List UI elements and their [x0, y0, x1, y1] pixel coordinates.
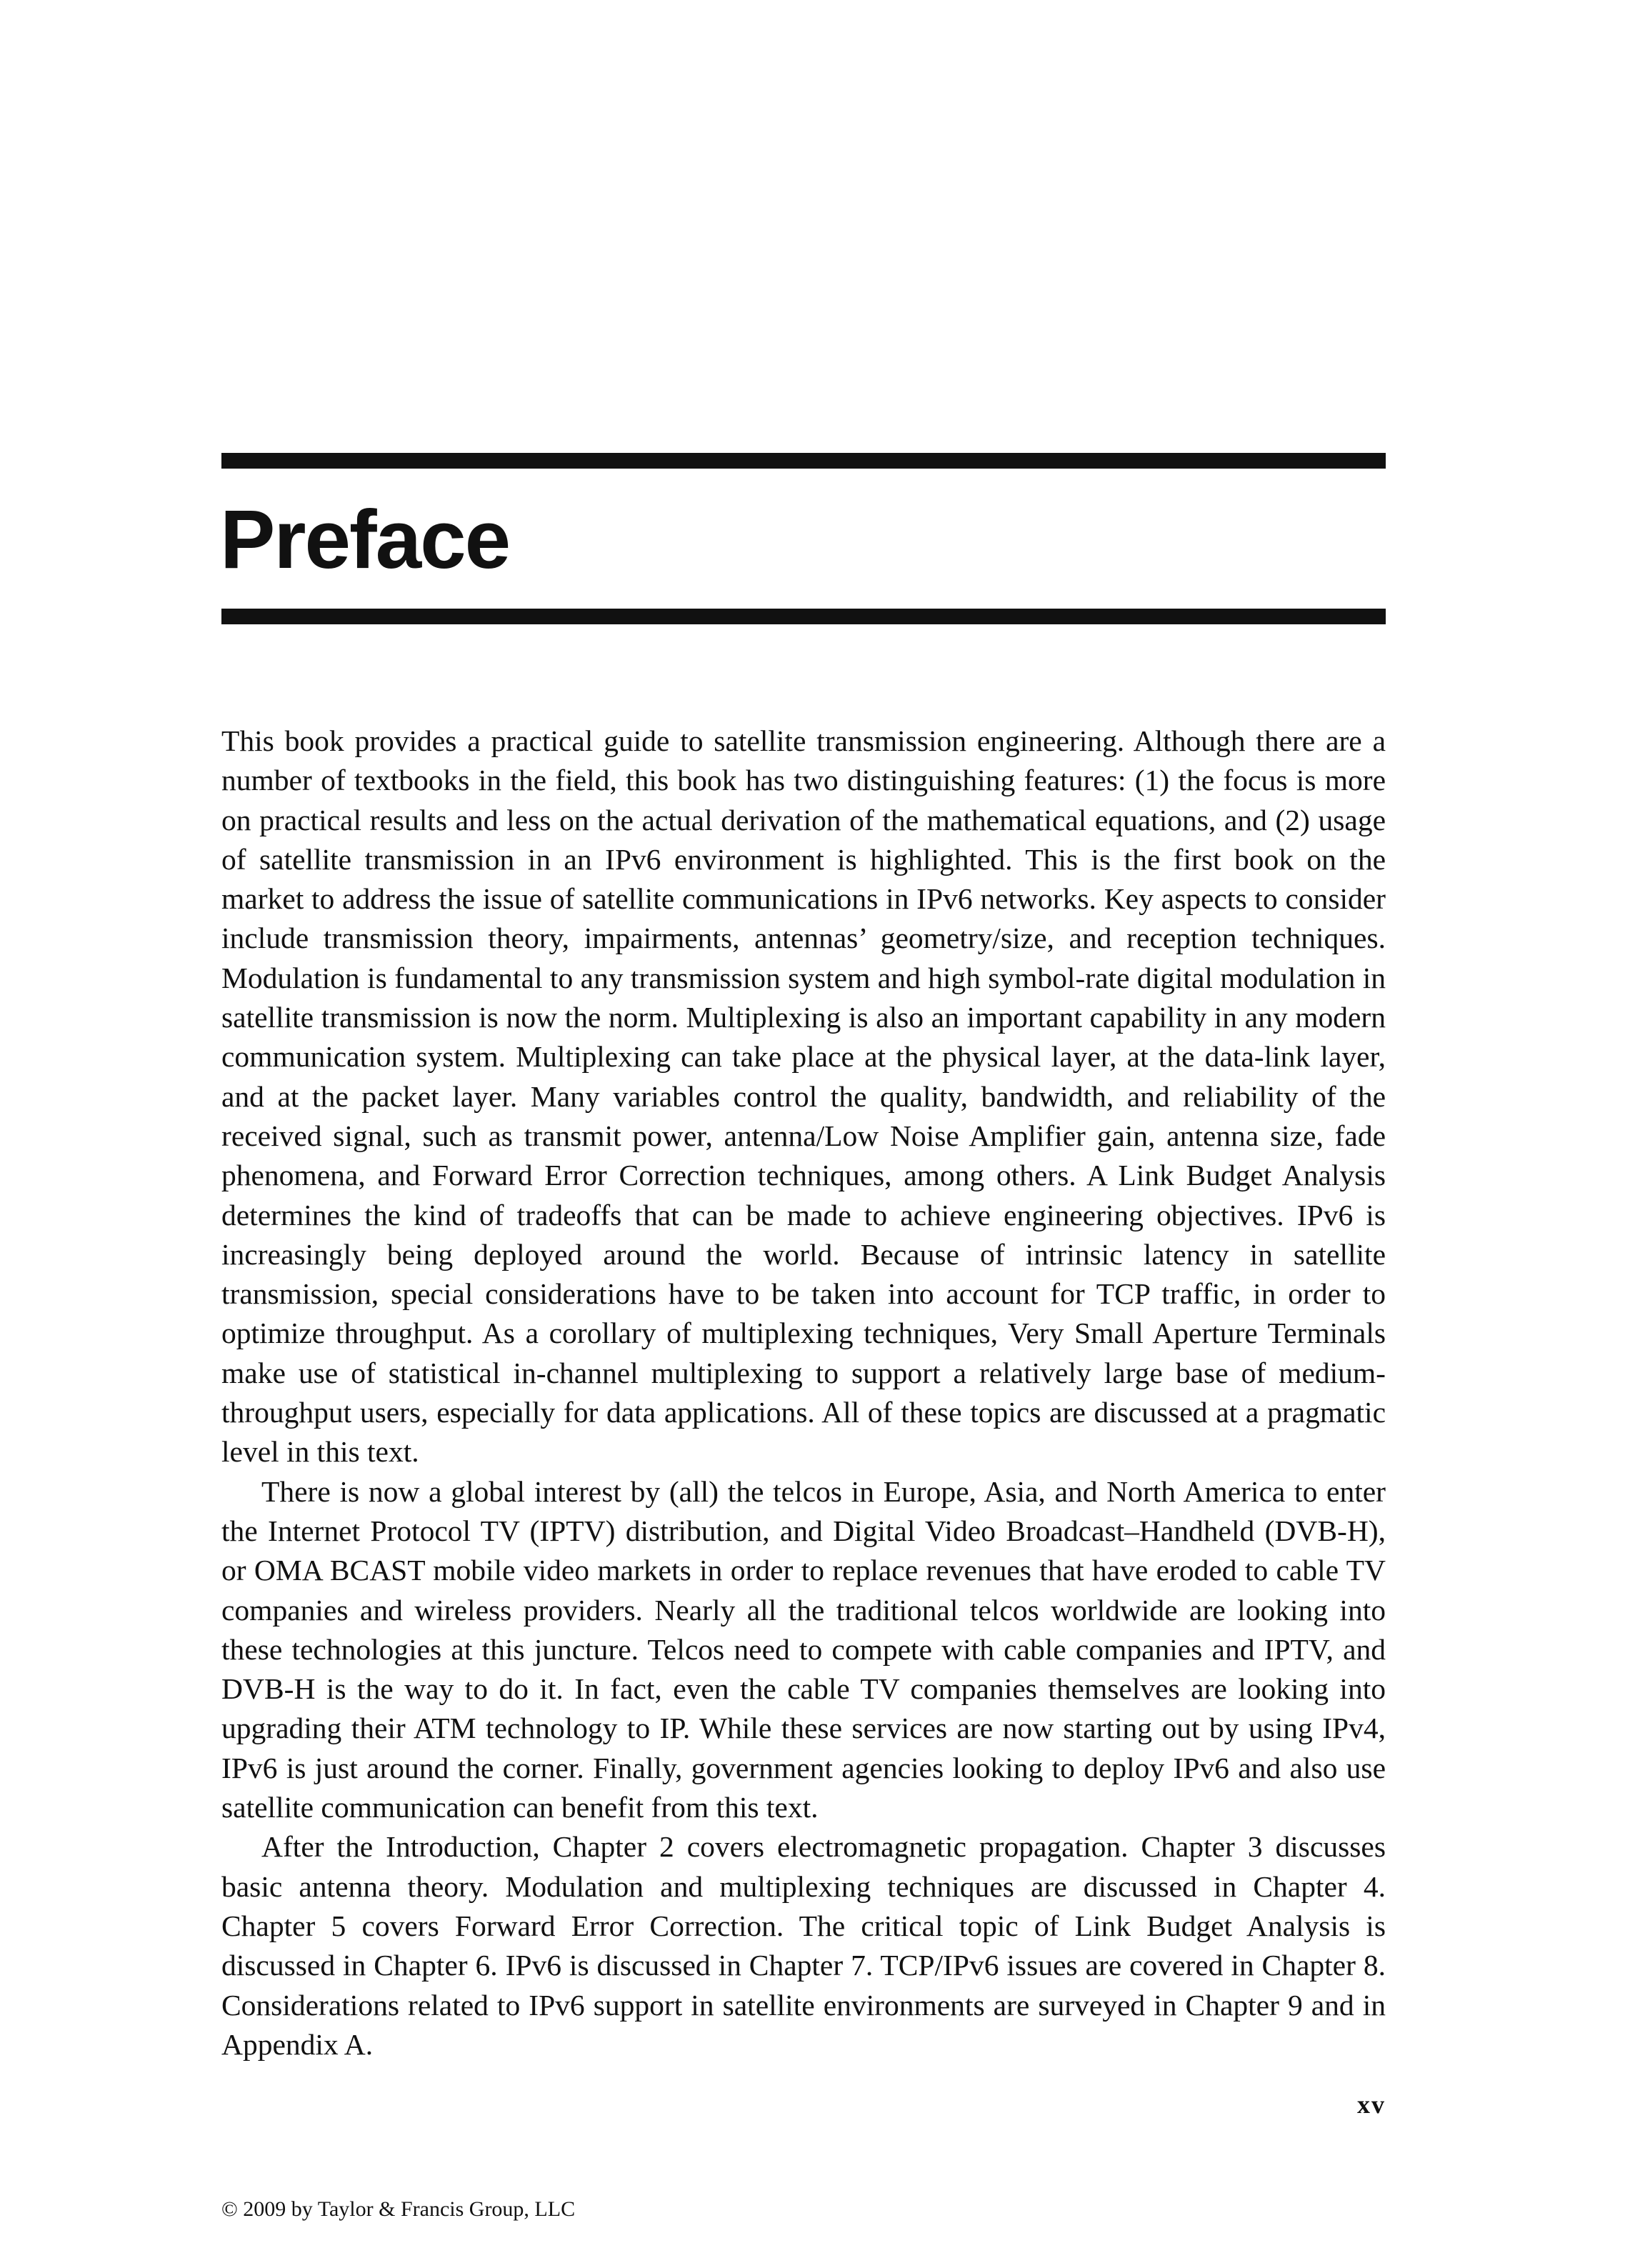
copyright-notice: © 2009 by Taylor & Francis Group, LLC [221, 2197, 576, 2221]
page-number: xv [1357, 2090, 1386, 2119]
paragraph-3: After the Introduction, Chapter 2 covers electromagnetic propagation. Chapter 3 discusses basic antenna theory. Modulation and multiplexing techniques are discussed in Chapter 4. Chapter 5 covers Forward Error Correction. The critical topic of Link Budget Analysis is discussed in Chapter 6. IPv6 is discussed in Chapter 7. TCP/IPv6 issues are covered in Chapter 8. Considerations related to IPv6 support in satellite environments are surveyed in Chapter 9 and in Appendix A. [221, 1830, 1386, 2061]
preface-body [221, 721, 1386, 2064]
title-rule-bottom [221, 609, 1386, 624]
chapter-title: Preface [220, 493, 510, 586]
paragraph-1: This book provides a practical guide to satellite transmission engineering. Although there are a number of textbooks in the field, this book has two distinguishing features: (1) the focus is more on practical results and less on the actual derivation of the mathematical equations, and (2) usage of satellite transmission in an IPv6 environment is highlighted. This is the first book on the market to address the issue of satellite communications in IPv6 networks. Key aspects to consider include transmission theory, impairments, antennas’ geometry/size, and reception techniques. Modulation is fundamental to any transmission system and high symbol-rate digital modulation in satellite transmission is now the norm. Multiplexing is also an important capability in any modern communication system. Multiplexing can take place at the physical layer, at the data-link layer, and at the packet layer. Many variables control the quality, bandwidth, and reliability of the received signal, such as transmit power, antenna/Low Noise Amplifier gain, antenna size, fade phenomena, and Forward Error Correction techniques, among others. A Link Budget Analysis determines the kind of tradeoffs that can be made to achieve engineering objectives. IPv6 is increasingly being deployed around the world. Because of intrinsic latency in satellite transmission, special considerations have to be taken into account for TCP traffic, in order to optimize throughput. As a corollary of multiplexing techniques, Very Small Aperture Terminals make use of statistical in-channel multiplexing to support a relatively large base of medium-throughput users, especially for data applications. All of these topics are discussed at a pragmatic level in this text. [221, 724, 1386, 1469]
paragraph-2: There is now a global interest by (all) the telcos in Europe, Asia, and North America to enter the Internet Protocol TV (IPTV) distribution, and Digital Video Broadcast–Handheld (DVB-H), or OMA BCAST mobile video markets in order to replace revenues that have eroded to cable TV companies and wireless providers. Nearly all the traditional telcos worldwide are looking into these technologies at this juncture. Telcos need to compete with cable companies and IPTV, and DVB-H is the way to do it. In fact, even the cable TV companies themselves are looking into upgrading their ATM technology to IP. While these services are now starting out by using IPv4, IPv6 is just around the corner. Finally, government agencies looking to deploy IPv6 and also use satellite communication can benefit from this text. [221, 1474, 1386, 1824]
title-rule-top [221, 453, 1386, 469]
